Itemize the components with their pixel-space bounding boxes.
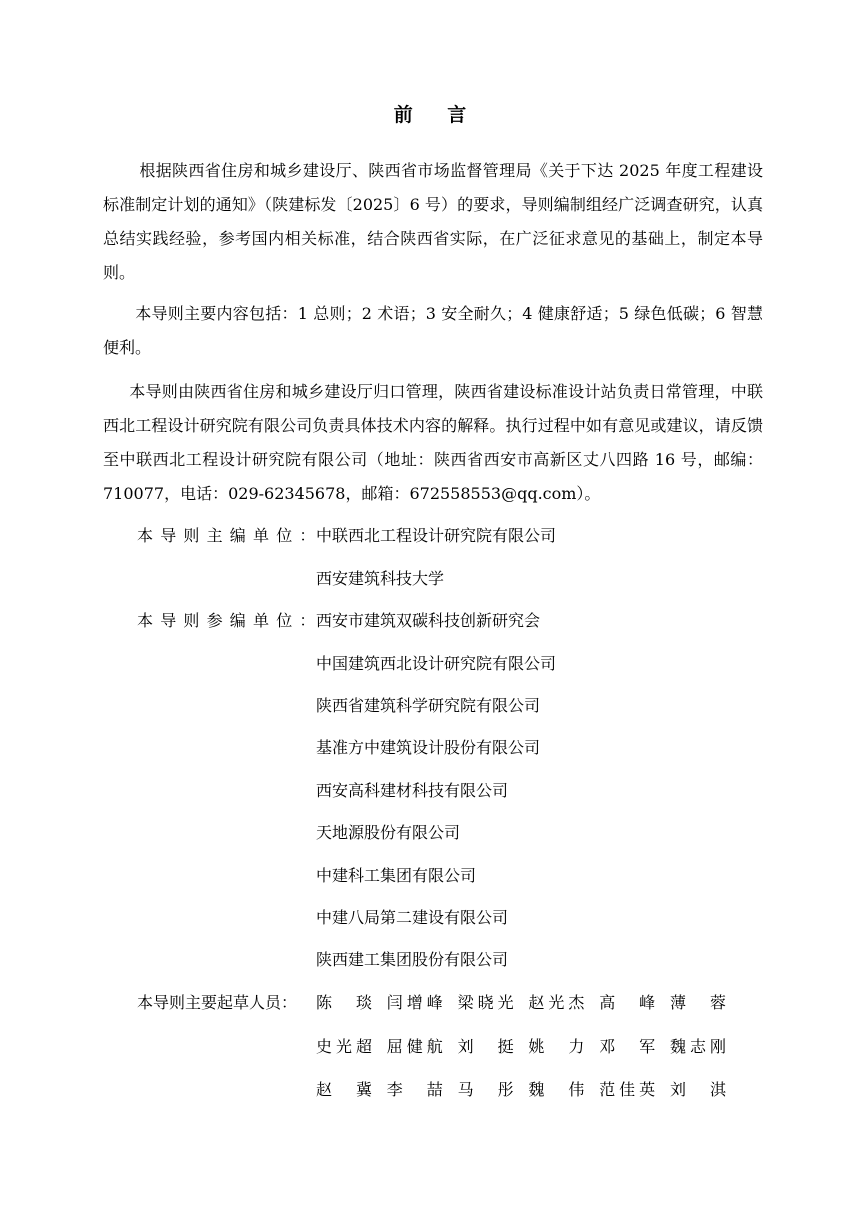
participating-unit-item: 基准方中建筑设计股份有限公司	[316, 738, 541, 757]
participating-unit-item: 陕西省建筑科学研究院有限公司	[316, 696, 541, 715]
foreword-paragraph-1	[103, 154, 763, 290]
drafter-name: 赵光杰	[528, 993, 585, 1012]
drafter-name: 马 彤	[457, 1080, 514, 1099]
chief-unit-item: 中联西北工程设计研究院有限公司	[316, 526, 557, 545]
foreword-paragraph-2	[103, 297, 763, 365]
drafter-name: 魏志刚	[669, 1037, 726, 1056]
drafter-name: 史光超	[316, 1037, 372, 1056]
drafters-row	[316, 986, 726, 1020]
drafter-name: 薄 蓉	[669, 993, 726, 1012]
drafter-name: 高 峰	[599, 993, 656, 1012]
participating-unit-item: 中国建筑西北设计研究院有限公司	[316, 654, 557, 673]
drafter-name: 刘 挺	[457, 1037, 514, 1056]
participating-unit-item: 中建科工集团有限公司	[316, 866, 477, 885]
paragraph-text: 根据陕西省住房和城乡建设厅、陕西省市场监督管理局《关于下达 2025 年度工程建设标准制定计划的通知》（陕建标发〔2025〕6 号）的要求，导则编制组经广泛调查研究，认真总结实践经验，参考国内相关标准，结合陕西省实际，在广泛征求意见的基础上，制定本导则。	[103, 161, 763, 282]
participating-unit-item: 西安市建筑双碳科技创新研究会	[316, 611, 541, 630]
drafter-name: 陈 琰	[316, 993, 372, 1012]
drafter-name: 魏 伟	[528, 1080, 585, 1099]
paragraph-text: 本导则主要内容包括：1 总则；2 术语；3 安全耐久；4 健康舒适；5 绿色低碳；6 智慧便利。	[103, 304, 763, 357]
drafters-label: 本导则主要起草人员：	[137, 993, 298, 1012]
chief-unit-item: 西安建筑科技大学	[316, 569, 445, 588]
paragraph-text: 本导则由陕西省住房和城乡建设厅归口管理，陕西省建设标准设计站负责日常管理，中联西北工程设计研究院有限公司负责具体技术内容的解释。执行过程中如有意见或建议，请反馈至中联西北工程设计研究院有限公司（地址：陕西省西安市高新区丈八四路 16 号，邮编：710077，电话：029-62345678，邮箱：672558553@qq.com）。	[103, 382, 763, 503]
drafter-name: 闫增峰	[386, 993, 443, 1012]
participating-unit-item: 中建八局第二建设有限公司	[316, 908, 509, 927]
drafter-name: 姚 力	[528, 1037, 585, 1056]
participating-unit-item: 陕西建工集团股份有限公司	[316, 950, 509, 969]
participating-units-label: 本导则参编单位：	[137, 611, 323, 630]
chief-units-label: 本导则主编单位：	[137, 526, 323, 545]
foreword-paragraph-3	[103, 375, 763, 511]
drafter-name: 李 喆	[386, 1080, 443, 1099]
drafters-row	[316, 1030, 726, 1064]
drafter-name: 屈健航	[386, 1037, 443, 1056]
participating-unit-item: 天地源股份有限公司	[316, 823, 461, 842]
drafter-name: 邓 军	[599, 1037, 656, 1056]
drafter-name: 梁晓光	[457, 993, 514, 1012]
participating-unit-item: 西安高科建材科技有限公司	[316, 781, 509, 800]
page-title: 前 言	[393, 104, 481, 126]
drafter-name: 赵 冀	[316, 1080, 372, 1099]
drafter-name: 范佳英	[599, 1080, 656, 1099]
drafter-name: 刘 淇	[669, 1080, 726, 1099]
drafters-row	[316, 1073, 726, 1107]
